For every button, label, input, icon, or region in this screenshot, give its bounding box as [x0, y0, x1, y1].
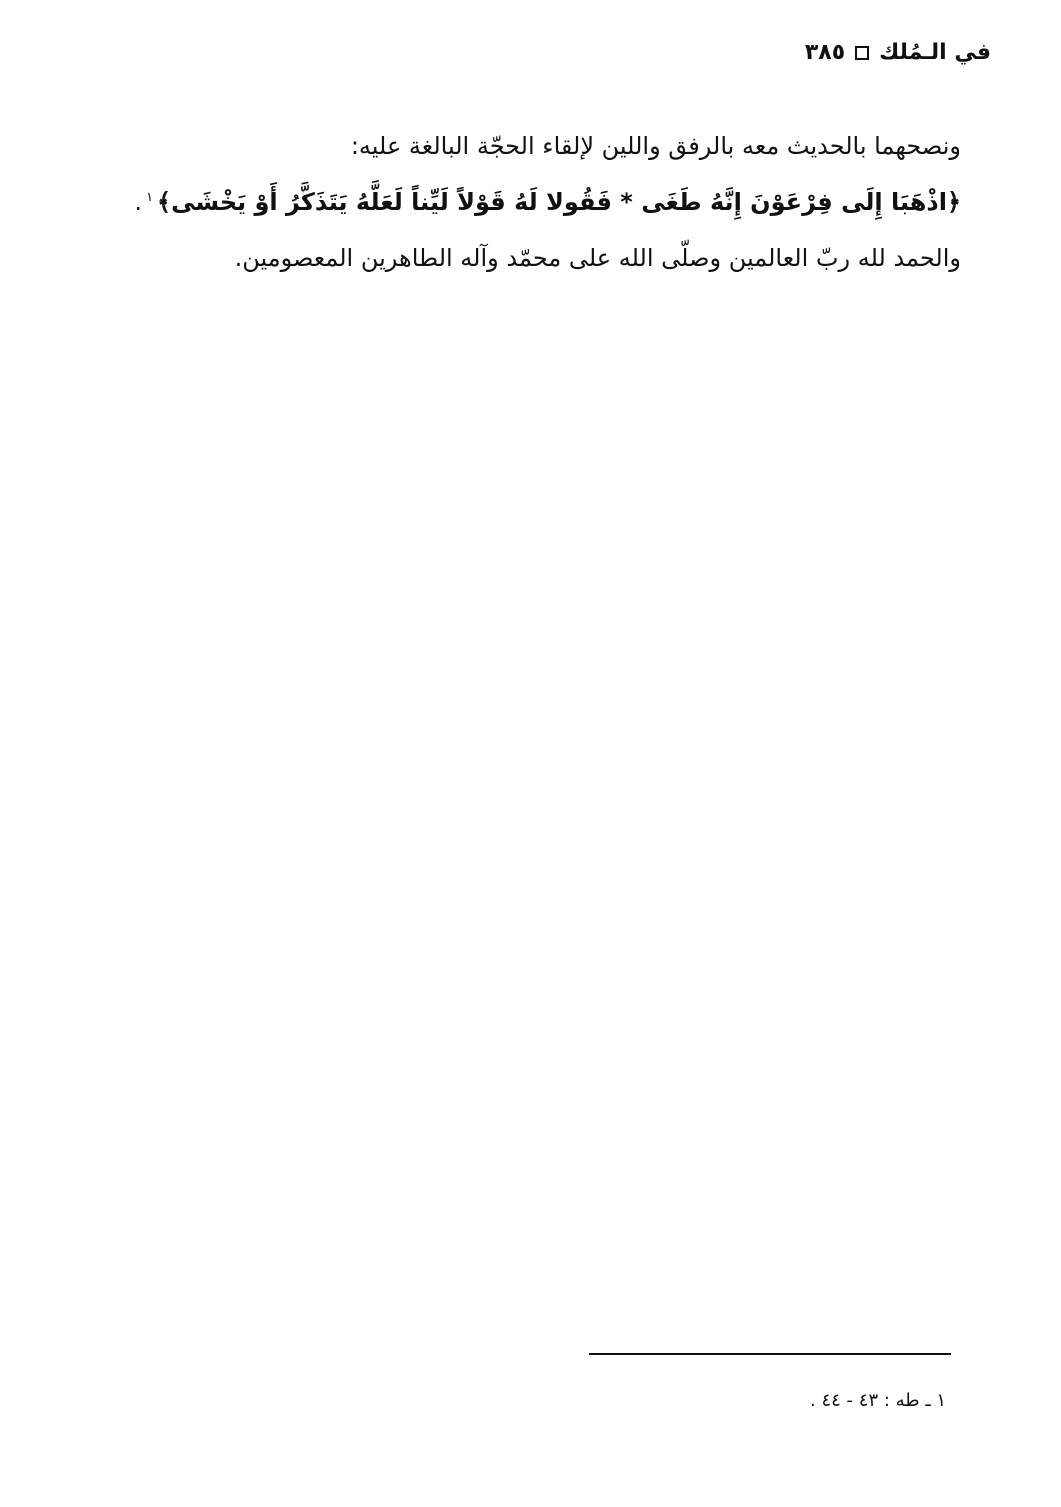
paragraph-line-1: ونصحهما بالحديث معه بالرفق واللين لإلقاء الحجّة البالغة عليه: [350, 132, 961, 160]
page-number: ٣٨٥ [804, 40, 846, 65]
paragraph-line-3: والحمد لله ربّ العالمين وصلّى الله على محمّد وآله الطاهرين المعصومين. [234, 244, 961, 272]
footnote-divider [589, 1353, 951, 1355]
chapter-title: في الـمُلك [879, 40, 991, 65]
header-box-ornament-icon [855, 46, 869, 60]
footnote: ١ ـ طه : ٤٣ - ٤٤ . [810, 1390, 946, 1411]
quran-verse-line [101, 174, 961, 230]
body-text [101, 118, 961, 286]
quran-verse: ﴿اذْهَبَا إِلَى فِرْعَوْنَ إِنَّهُ طَغَى * فَقُولا لَهُ قَوْلاً لَيِّناً لَعَلَّهُ يَتَذَكَّرُ أَوْ يَخْشَى﴾ [157, 188, 961, 216]
verse-end-period: . [134, 188, 143, 216]
running-header [805, 40, 991, 65]
footnote-reference[interactable]: ١ [146, 190, 154, 205]
